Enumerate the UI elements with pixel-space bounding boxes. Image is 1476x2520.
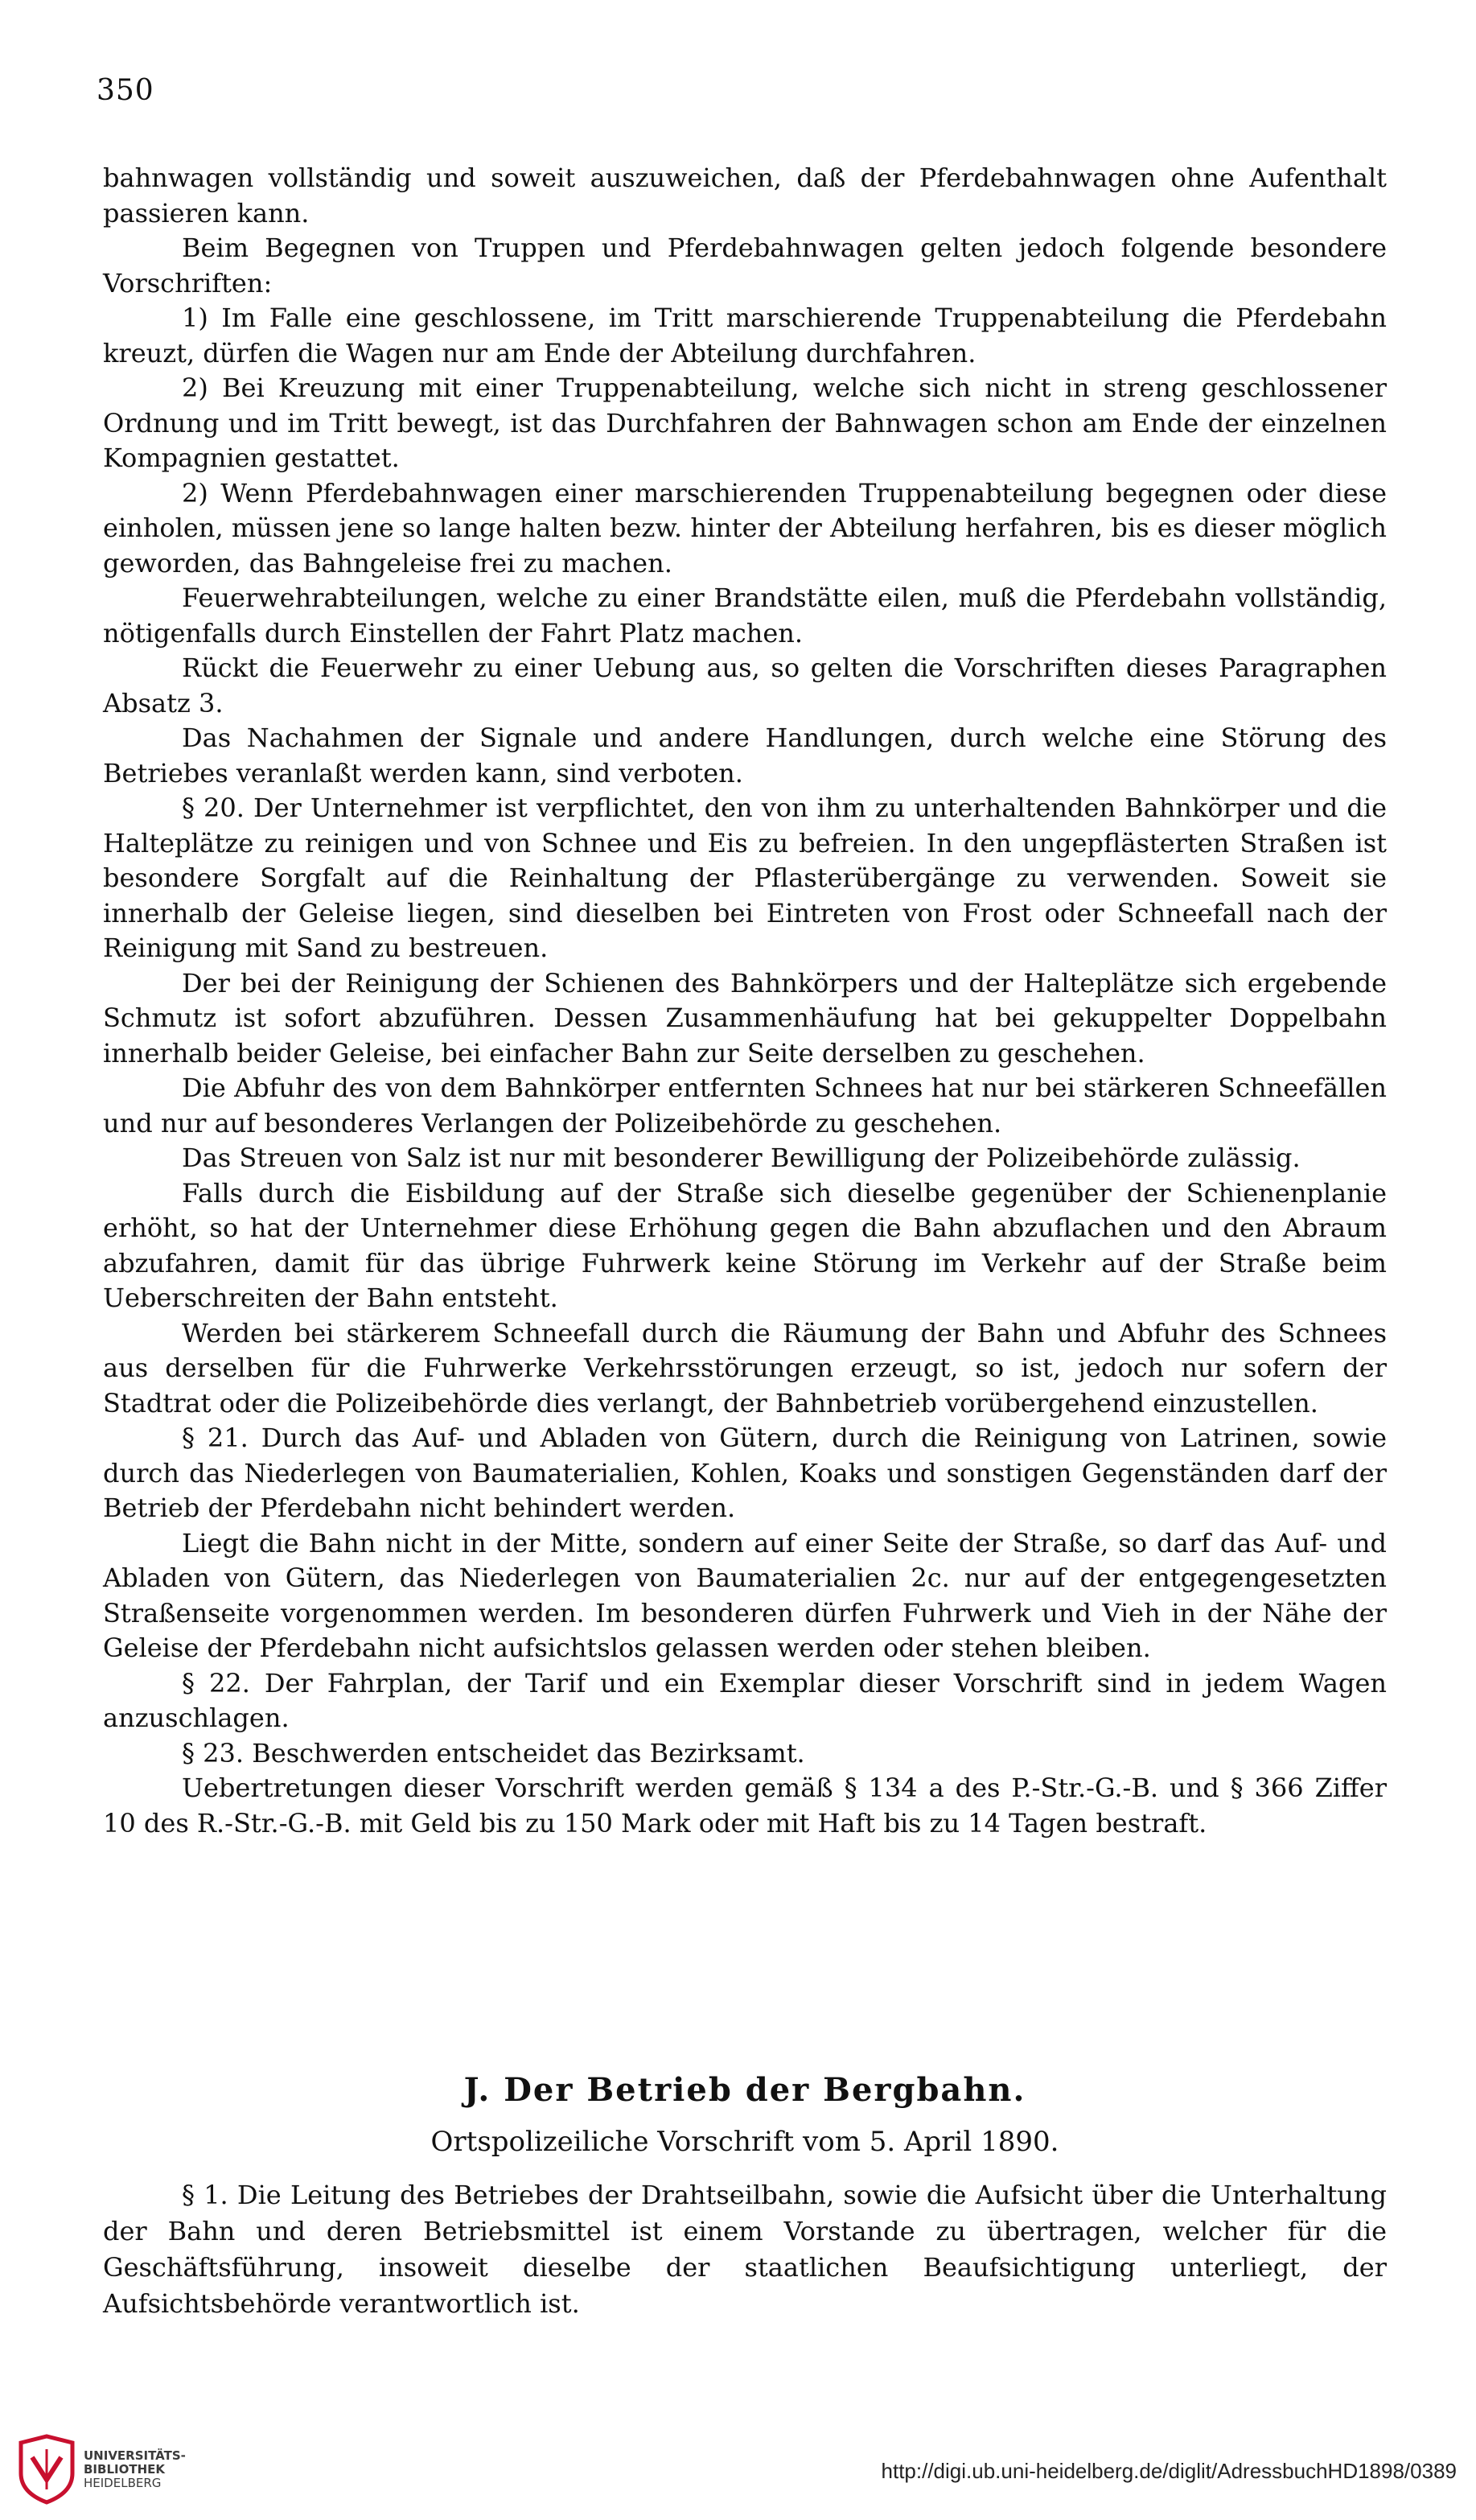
paragraph: Rückt die Feuerwehr zu einer Uebung aus, so gelten die Vorschriften dieses Paragraphen Absatz 3.	[103, 653, 1387, 719]
paragraph: 2) Wenn Pferdebahnwagen einer marschierenden Truppenabteilung begegnen oder diese einholen, müssen jene so lange halten bezw. hinter der Abteilung herfahren, bis es dieser möglich geworden, das Bahngeleise frei zu machen.	[103, 477, 1387, 579]
paragraph: Liegt die Bahn nicht in der Mitte, sondern auf einer Seite der Straße, so darf das Auf- und Abladen von Gütern, das Niederlegen von Baumaterialien 2c. nur auf der entgegengesetzten Straßenseite vorgenommen werden. Im besonderen dürfen Fuhrwerk und Vieh in der Nähe der Geleise der Pferdebahn nicht aufsichtslos gelassen werden oder stehen bleiben.	[103, 1527, 1387, 1663]
logo-line-1: UNIVERSITÄTS-	[84, 2448, 186, 2463]
paragraph: § 22. Der Fahrplan, der Tarif und ein Exemplar dieser Vorschrift sind in jedem Wagen anzuschlagen.	[103, 1667, 1387, 1733]
paragraph: § 20. Der Unternehmer ist verpflichtet, den von ihm zu unterhaltenden Bahnkörper und die Halteplätze zu reinigen und von Schnee und Eis zu befreien. In den ungepflästerten Straßen ist besondere Sorgfalt auf die Reinhaltung der Pflasterübergänge zu verwenden. Soweit sie innerhalb der Geleise liegen, sind dieselben bei Eintreten von Frost oder Schneefall nach der Reinigung mit Sand zu bestreuen.	[103, 793, 1387, 963]
paragraph: § 1. Die Leitung des Betriebes der Drahtseilbahn, sowie die Aufsicht über die Unterhaltung der Bahn und deren Betriebsmittel ist einem Vorstande zu übertragen, welcher für die Geschäftsführung, insoweit dieselbe der staatlichen Beaufsichtigung unterliegt, der Aufsichtsbehörde verantwortlich ist.	[103, 2180, 1387, 2319]
logo-line-2: BIBLIOTHEK	[84, 2462, 165, 2477]
library-logo-text	[84, 2449, 186, 2490]
paragraph: Die Abfuhr des von dem Bahnkörper entfernten Schnees hat nur bei stärkeren Schneefällen und nur auf besonderes Verlangen der Polizeibehörde zu geschehen.	[103, 1073, 1387, 1139]
section-body-text	[103, 2177, 1387, 2322]
library-logo-mark-icon	[14, 2433, 79, 2506]
paragraph: Der bei der Reinigung der Schienen des Bahnkörpers und der Halteplätze sich ergebende Schmutz ist sofort abzuführen. Dessen Zusammenhäufung hat bei gekuppelter Doppelbahn innerhalb beider Geleise, bei einfacher Bahn zur Seite derselben zu geschehen.	[103, 967, 1387, 1069]
paragraph: Werden bei stärkerem Schneefall durch die Räumung der Bahn und Abfuhr des Schnees aus derselben für die Fuhrwerke Verkehrsstörungen erzeugt, so ist, jedoch nur sofern der Stadtrat oder die Polizeibehörde dies verlangt, der Bahnbetrieb vorübergehend einzustellen.	[103, 1317, 1387, 1419]
section-subtitle: Ortspolizeiliche Vorschrift vom 5. April 1890.	[430, 2126, 1059, 2158]
paragraph: Feuerwehrabteilungen, welche zu einer Brandstätte eilen, muß die Pferdebahn vollständig, nötigenfalls durch Einstellen der Fahrt Platz machen.	[103, 583, 1387, 649]
paragraph: bahnwagen vollständig und soweit auszuweichen, daß der Pferdebahnwagen ohne Aufenthalt passieren kann.	[103, 163, 1387, 229]
paragraph: 1) Im Falle eine geschlossene, im Tritt marschierende Truppenabteilung die Pferdebahn kreuzt, dürfen die Wagen nur am Ende der Abteilung durchfahren.	[103, 303, 1387, 369]
paragraph: § 21. Durch das Auf- und Abladen von Gütern, durch die Reinigung von Latrinen, sowie durch das Niederlegen von Baumaterialien, Kohlen, Koaks und sonstigen Gegenständen darf der Betrieb der Pferdebahn nicht behindert werden.	[103, 1423, 1387, 1523]
paragraph: Falls durch die Eisbildung auf der Straße sich dieselbe gegenüber der Schienenplanie erhöht, so hat der Unternehmer diese Erhöhung gegen die Bahn abzuflachen und den Abraum abzufahren, damit für das übrige Fuhrwerk keine Störung im Verkehr auf der Straße beim Ueberschreiten der Bahn entsteht.	[103, 1177, 1387, 1313]
paragraph: Uebertretungen dieser Vorschrift werden gemäß § 134 a des P.-Str.-G.-B. und § 366 Ziffer 10 des R.-Str.-G.-B. mit Geld bis zu 150 Mark oder mit Haft bis zu 14 Tagen bestraft.	[103, 1773, 1387, 1839]
paragraph: Das Nachahmen der Signale und andere Handlungen, durch welche eine Störung des Betriebes veranlaßt werden kann, sind verboten.	[103, 723, 1387, 789]
logo-line-3: HEIDELBERG	[84, 2476, 162, 2490]
paragraph: Das Streuen von Salz ist nur mit besonderer Bewilligung der Polizeibehörde zulässig.	[182, 1143, 1301, 1173]
footer	[0, 2420, 1476, 2520]
section-title: J. Der Betrieb der Bergbahn.	[463, 2071, 1026, 2109]
paragraph: 2) Bei Kreuzung mit einer Truppenabteilung, welche sich nicht in streng geschlossener Ordnung und im Tritt bewegt, ist das Durchfahren der Bahnwagen schon am Ende der einzelnen Kompagnien gestattet.	[103, 373, 1387, 473]
page-number: 350	[97, 74, 154, 107]
library-logo	[14, 2433, 224, 2506]
paragraph: Beim Begegnen von Truppen und Pferdebahnwagen gelten jedoch folgende besondere Vorschriften:	[103, 233, 1387, 299]
source-url[interactable]: http://digi.ub.uni-heidelberg.de/diglit/AdressbuchHD1898/0389	[881, 2459, 1457, 2483]
paragraph: § 23. Beschwerden entscheidet das Bezirksamt.	[182, 1737, 805, 1769]
body-text	[103, 161, 1387, 1841]
